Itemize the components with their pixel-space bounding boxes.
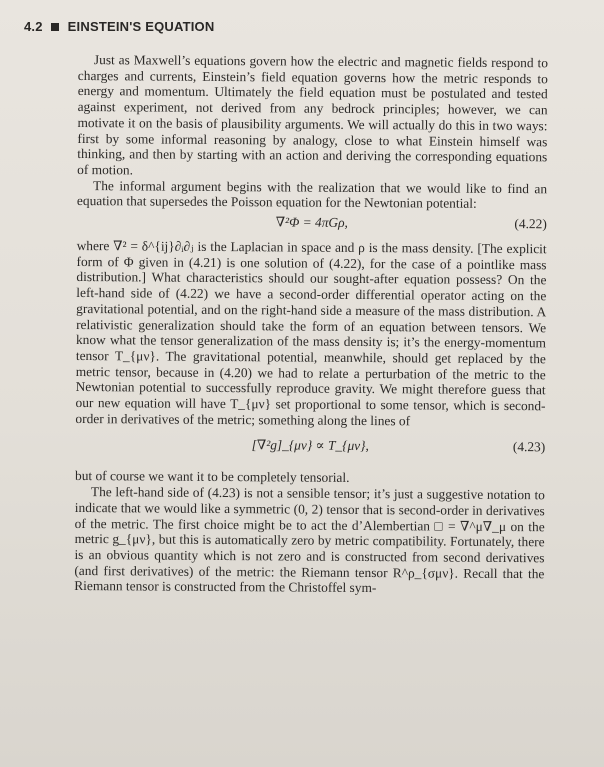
section-header (24, 19, 214, 34)
paragraph-intro: Just as Maxwell’s equations govern how the electric and magnetic fields respond to charges and currents, Einstein’s field equation governs how the metric responds to energy and momentum. Ultimately the field equation must be postulated and tested against experiment, not derived from any bedrock principles; however, we can motivate it on the basis of plausibility arguments. We will actually do this in two ways: first by some informal reasoning by analogy, close to what Einstein himself was thinking, and then by starting with an action and deriving the corresponding equations of motion. (77, 52, 548, 178)
equation-4-23-number: (4.23) (512, 439, 546, 455)
paragraph-tensorial: but of course we want it to be completely tensorial. (74, 468, 350, 486)
paragraph-laplacian: where ∇² = δ^{ij}∂ᵢ∂ⱼ is the Laplacian in space and ρ is the mass density. [The explicit form of Φ given in (4.21) is one solution of (4.22), for the case of a pointlike mass distribution.] What characteristics should our sought-after equation possess? On the left-hand side of (4.22) we have a second-order differential operator acting on the gravitational potential, and on the right-hand side a measure of the mass distribution. A relativistic generalization should take the form of an equation between tensors. We know what the tensor generalization of the mass density is; it’s the energy-momentum tensor T_{μν}. The gravitational potential, meanwhile, should get replaced by the metric tensor, because in (4.20) we had to relate a perturbation of the metric to the Newtonian potential to successfully reproduce gravity. We might therefore guess that our new equation will have T_{μν} set proportional to some tensor, which is second-order in derivatives of the metric; something along the lines of (75, 238, 547, 429)
paragraph-informal-argument: The informal argument begins with the realization that we would like to find an equation that supersedes the Poisson equation for the Newtonian potential: (76, 177, 548, 212)
equation-4-23-formula: [∇²g]_{μν} ∝ T_{μν}, (251, 437, 369, 454)
section-title: EINSTEIN'S EQUATION (67, 19, 215, 34)
body-text (74, 52, 548, 597)
paragraph-riemann: The left-hand side of (4.23) is not a sensible tensor; it’s just a suggestive notation to indicate that we would like a symmetric (0, 2) tensor that is second-order in derivatives of the metric. The first choice might be to act the d’Alembertian □ = ∇^μ∇_μ on the metric g_{μν}, but this is automatically zero by metric compatibility. Fortunately, there is an obvious quantity which is not zero and is constructed from second derivatives (and first derivatives) of the metric: the Riemann tensor R^ρ_{σμν}. Recall that the Riemann tensor is constructed from the Christoffel sym- (74, 484, 545, 596)
section-number: 4.2 (24, 19, 43, 34)
equation-4-22-formula: ∇²Φ = 4πGρ, (275, 214, 348, 230)
equation-4-22-number: (4.22) (514, 216, 547, 232)
square-bullet-icon (51, 23, 59, 31)
equation-4-23 (75, 436, 545, 465)
equation-4-22 (77, 213, 547, 238)
